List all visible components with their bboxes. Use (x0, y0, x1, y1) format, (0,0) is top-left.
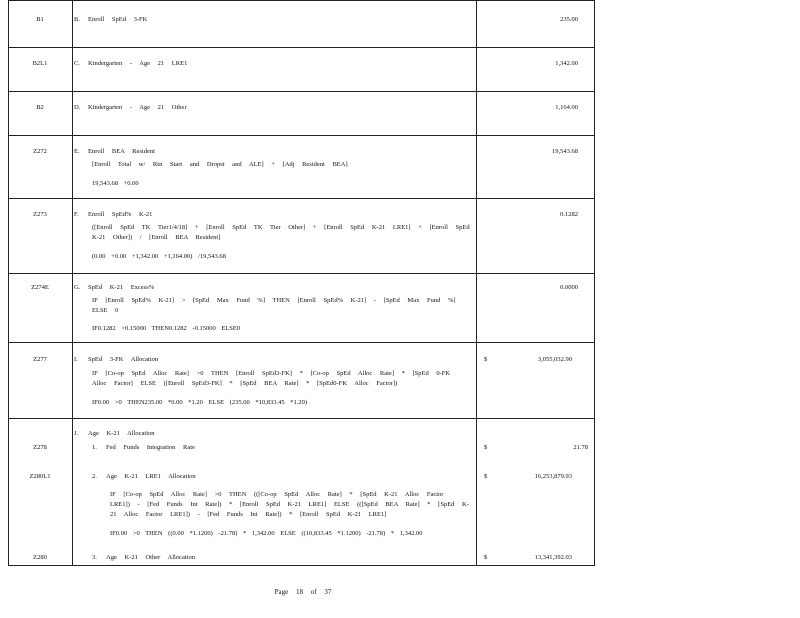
sub-item-title-text: Age K-21 LRE1 Allocation (106, 473, 196, 480)
code-column-divider (72, 0, 73, 566)
row-code: Z280 (33, 554, 47, 561)
sub-item-title-text: Age K-21 Other Allocation (106, 554, 195, 561)
currency-symbol: $ (484, 444, 488, 451)
row-amount: 19,543.68 (552, 148, 578, 155)
row-code: B2 (36, 104, 44, 111)
row-code: Z274E (31, 284, 49, 291)
sub-item-calculation: IF0.00 >0 THEN ((0.00 *1.1200) -21.78) * 1,342.00 ELSE ((10,833.45 *1.1200) -21.78) * 1,342.00 (110, 530, 423, 537)
row-amount: 0.1282 (560, 211, 578, 218)
row-code: Z273 (33, 211, 47, 218)
row-code: Z272 (33, 148, 47, 155)
row-calculation: IF0.00 >0 THEN235.00 *0.00 *1.20 ELSE (235.00 *10,833.45 *1.20) (92, 399, 308, 406)
sub-item-number: 1. (92, 444, 97, 451)
page-label: Page (274, 588, 289, 596)
row-title-text: SpEd K-21 Excess% (88, 284, 155, 291)
row-letter: J. (74, 430, 79, 437)
row-divider (8, 47, 594, 48)
row-code: Z280L1 (29, 473, 51, 480)
row-title-text: Enroll BEA Resident (88, 148, 155, 155)
row-amount: 3,055,032.90 (537, 356, 572, 363)
sub-item-formula: IF [Co-op SpEd Alloc Rate] >0 THEN (([Co-op SpEd Alloc Rate] * [SpEd K-21 Alloc Factor LRE1]) - [Fed Funds Int Rate]) * [Enroll SpEd K-21 LRE1] ELSE (([SpEd BEA Rate] * [SpEd K-21 Alloc Factor LRE1]) - [Fed Funds Int Rate]) * [Enroll SpEd K-21 LRE1] (110, 491, 469, 518)
row-title (74, 284, 154, 291)
currency-symbol: $ (484, 554, 488, 561)
page-footer (0, 588, 606, 596)
currency-symbol: $ (484, 473, 488, 480)
section-title (74, 430, 155, 437)
row-divider (8, 198, 594, 199)
row-formula: [Enroll Total w/ Rtn Start and Dropst and ALE] + [Adj Resident BEA] (92, 161, 348, 168)
row-letter: D. (74, 104, 81, 111)
row-divider (8, 273, 594, 274)
table-right-border (594, 0, 595, 566)
of-label: of (310, 588, 317, 596)
row-code: B1 (36, 16, 44, 23)
sub-item-number: 2. (92, 473, 97, 480)
row-title-text: Kindergarten - Age 21 LRE1 (88, 60, 188, 67)
row-divider (8, 418, 594, 419)
row-letter: I. (74, 356, 78, 363)
row-letter: C. (74, 60, 80, 67)
row-formula: IF [Co-op SpEd Alloc Rate] >0 THEN [Enroll SpEd3-FK] * [Co-op SpEd Alloc Rate] * [SpEd 0-FK Alloc Factor] ELSE ([Enroll SpEd3-FK] * [SpEd BEA Rate] * [SpEd0-FK Alloc Factor]) (92, 370, 451, 387)
row-letter: E. (74, 148, 80, 155)
row-title-text: Enroll SpEd 3-FK (88, 16, 148, 23)
row-calculation: IF0.1282 >0.15000 THEN0.1282 -0.15000 ELSE0 (92, 325, 241, 332)
row-title-text: Kindergarten - Age 21 Other (88, 104, 187, 111)
row-divider (8, 342, 594, 343)
row-calculation: 19,543.68 +0.00 (92, 180, 139, 187)
row-letter: B. (74, 16, 80, 23)
sub-item-title (92, 444, 195, 451)
row-amount: 16,253,879.93 (534, 473, 572, 480)
row-amount: 13,341,392.03 (534, 554, 572, 561)
row-code: Z277 (33, 356, 47, 363)
row-amount: 1,342.00 (555, 60, 578, 67)
currency-symbol: $ (484, 356, 488, 363)
row-amount: 1,164.00 (555, 104, 578, 111)
table-frame (8, 0, 594, 566)
section-title-text: Age K-21 Allocation (88, 430, 155, 437)
row-calculation: (0.00 +0.00 +1,342.00 +1,164.00) /19,543.68 (92, 253, 226, 260)
row-title (74, 148, 155, 155)
row-formula: IF [Enroll SpEd% K-21] > [SpEd Max Fund %] THEN [Enroll SpEd% K-21] - [SpEd Max Fund %] ELSE 0 (92, 297, 456, 314)
row-title (74, 16, 147, 23)
row-code: Z278 (33, 444, 47, 451)
page-number: 18 (296, 588, 303, 596)
row-title (74, 104, 187, 111)
amount-column-divider (476, 0, 477, 566)
row-divider (8, 91, 594, 92)
row-title (74, 211, 152, 218)
table-bottom-border (8, 565, 594, 566)
sub-item-title (92, 473, 196, 480)
sub-item-title-text: Fed Funds Integration Rate (106, 444, 195, 451)
row-title (74, 356, 158, 363)
row-amount: 21.78 (573, 444, 588, 451)
row-title-text: SpEd 3-FK Allocation (88, 356, 159, 363)
total-pages: 37 (324, 588, 332, 596)
row-amount: 235.00 (560, 16, 578, 23)
row-amount: 0.0000 (560, 284, 578, 291)
row-code: B2L1 (32, 60, 48, 67)
sub-item-number: 3. (92, 554, 97, 561)
row-formula: ([Enroll SpEd TK Tier1/4/18] + [Enroll SpEd TK Tier Other] + [Enroll SpEd K-21 LRE1] + [Enroll SpEd K-21 Other]) / [Enroll BEA Resident] (92, 224, 470, 241)
row-title-text: Enroll SpEd% K-21 (88, 211, 153, 218)
row-letter: G. (74, 284, 81, 291)
row-letter: F. (74, 211, 79, 218)
row-divider (8, 0, 594, 1)
row-divider (8, 135, 594, 136)
sub-item-title (92, 554, 195, 561)
row-title (74, 60, 187, 67)
table-left-border (8, 0, 9, 566)
